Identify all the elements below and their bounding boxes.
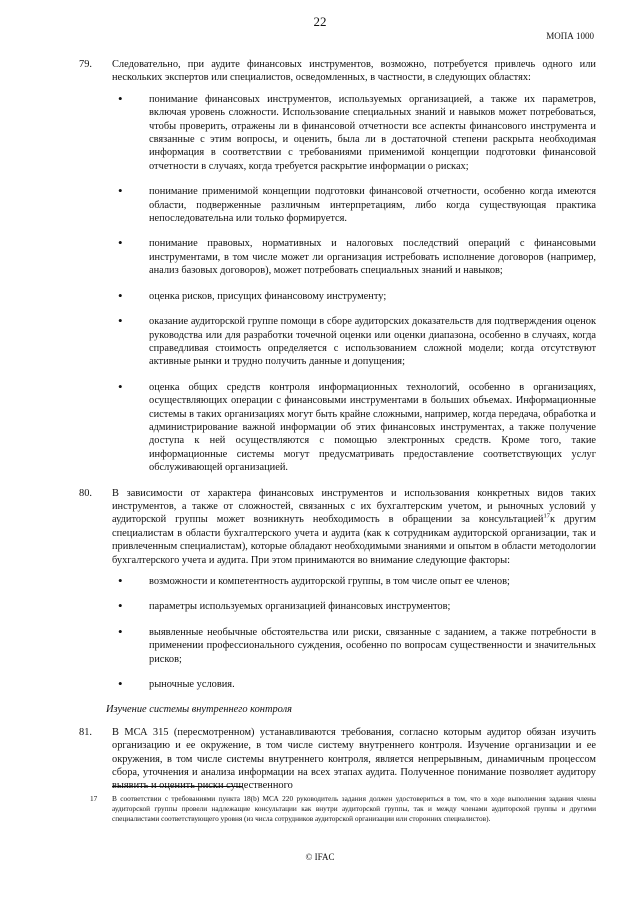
paragraph-number: 79.: [79, 59, 92, 70]
footnote-reference[interactable]: 17: [543, 512, 550, 520]
list-item-text: понимание применимой концепции подготовки финансовой отчетности, особенно когда имеются области, подверженные различным интерпретациям, либо когда существующая практика непоследовательна или только формируется.: [149, 186, 596, 225]
list-item: [112, 90, 596, 173]
list-item-text: оценка общих средств контроля информационных технологий, особенно в организациях, осуществляющих операции с финансовыми инструментами в больших объемах. Информационные системы в таких организациях могут быть крайне сложными, например, когда передача, обработка и администрирование важной информации об этих финансовых инструментах, а также получение доступа к ней осуществляются с помощью электронных средств. Кроме того, такие информационные системы могут предусматривать предоставление соответствующих услуг обслуживающей организацией.: [149, 381, 596, 474]
bullet-icon: •: [118, 287, 123, 303]
bullet-icon: •: [118, 183, 123, 199]
paragraph-number: 81.: [79, 726, 92, 738]
bullet-icon: •: [118, 676, 123, 692]
page-footer: © IFAC: [305, 852, 335, 862]
bullet-icon: •: [118, 235, 123, 251]
list-item-text: возможности и компетентность аудиторской группы, в том числе опыт ее членов;: [149, 576, 510, 587]
list-item: [112, 378, 596, 475]
list-item: [112, 237, 596, 277]
bullet-icon: •: [118, 90, 123, 106]
footnote: [90, 794, 596, 824]
bullet-list: [112, 575, 596, 691]
list-item: [112, 600, 596, 613]
list-item: [112, 678, 596, 691]
paragraph-text-part: В зависимости от характера финансовых инструментов и использования конкретных видов таких инструментов, а также от сложностей, связанных с их бухгалтерским учетом, и рыночных условий у аудиторской группы может возникнуть необходимость в обращении за консультацией: [112, 487, 596, 526]
bullet-icon: •: [118, 598, 123, 614]
list-item: [112, 185, 596, 225]
paragraph-text: В МСА 315 (пересмотренном) устанавливаются требования, согласно которым аудитор обязан изучить организацию и ее окружение, в том числе систему внутреннего контроля. Изучение организации и ее окружения, в том числе системы внутреннего контроля, является непрерывным, динамичным процессом сбора, уточнения и анализа информации на всех этапах аудита. Полученное понимание позволяет аудитору выявить и оценить риски существенного: [112, 726, 596, 792]
list-item-text: оказание аудиторской группе помощи в сборе аудиторских доказательств для подтверждения оценок руководства или для разработки точечной оценки или оценки диапазона, особенно в случаях, когда справедливая стоимость определяется с использованием сложной модели; когда отсутствуют активные рынки и трудно получить данные и допущения;: [149, 316, 596, 368]
main-content: [79, 58, 596, 802]
list-item-text: рыночные условия.: [149, 679, 235, 691]
page-number: 22: [313, 14, 327, 29]
paragraph-80: [79, 487, 596, 692]
footnote-divider: [112, 786, 242, 787]
document-code: МОПА 1000: [546, 31, 594, 41]
bullet-list: [112, 90, 596, 475]
paragraph-text-part: к другим специалистам в области бухгалтерского учета и аудита (как к сотрудникам аудиторской организации, так и привлеченным специалистам), которые обладают необходимыми знаниями и опытом в области методологии бухгалтерского учета и аудита. При этом принимаются во внимание следующие факторы:: [112, 514, 596, 566]
footnote-number: 17: [90, 794, 98, 803]
bullet-icon: •: [118, 378, 123, 394]
section-heading: Изучение системы внутреннего контроля: [106, 704, 292, 716]
paragraph-text: [112, 487, 596, 567]
list-item-text: понимание правовых, нормативных и налоговых последствий операций с финансовыми инструментами, в том числе может ли организация истребовать исполнение договоров (например, анализ базовых договоров), может потребовать специальных знаний и навыков;: [149, 238, 596, 277]
bullet-icon: •: [118, 623, 123, 639]
list-item-text: параметры используемых организацией финансовых инструментов;: [149, 601, 451, 613]
paragraph-number: 80.: [79, 487, 92, 499]
list-item: [112, 287, 596, 303]
list-item: [112, 315, 596, 369]
paragraph-79: [79, 58, 596, 475]
footnote-text: В соответствии с требованиями пункта 18(b) МСА 220 руководитель задания должен удостовериться в том, что в ходе выполнения задания члены аудиторской группы провели надлежащие консультации как внутри аудиторской группы, так и между членами аудиторской группы и другими специалистами соответствующего уровня (из числа сотрудников аудиторской организации или сторонних специалистов).: [112, 794, 596, 823]
paragraph-text: Следовательно, при аудите финансовых инструментов, возможно, потребуется привлечь одного или нескольких экспертов или специалистов, осведомленных, в частности, в следующих областях:: [112, 59, 596, 84]
bullet-icon: •: [118, 573, 123, 588]
bullet-icon: •: [118, 313, 123, 329]
list-item-text: выявленные необычные обстоятельства или риски, связанные с заданием, а также потребности в применении профессионального суждения, особенно по вопросам существенности и значительных рисков;: [149, 626, 596, 665]
list-item: [112, 623, 596, 666]
list-item-text: понимание финансовых инструментов, используемых организацией, а также их параметров, включая уровень сложности. Использование специальных знаний и навыков может потребоваться, чтобы проверить, отражены ли в финансовой отчетности все аспекты финансового инструмента и связанные с этим вопросы, и оценить, была ли в достаточной степени раскрыта необходимая информация в соответствии с требованиями применимой концепции подготовки финансовой отчетности в случаях, когда требуется раскрытие информации о рисках;: [149, 93, 596, 172]
paragraph-81: [79, 726, 596, 793]
list-item-text: оценка рисков, присущих финансовому инструменту;: [149, 290, 387, 302]
list-item: [112, 575, 596, 588]
